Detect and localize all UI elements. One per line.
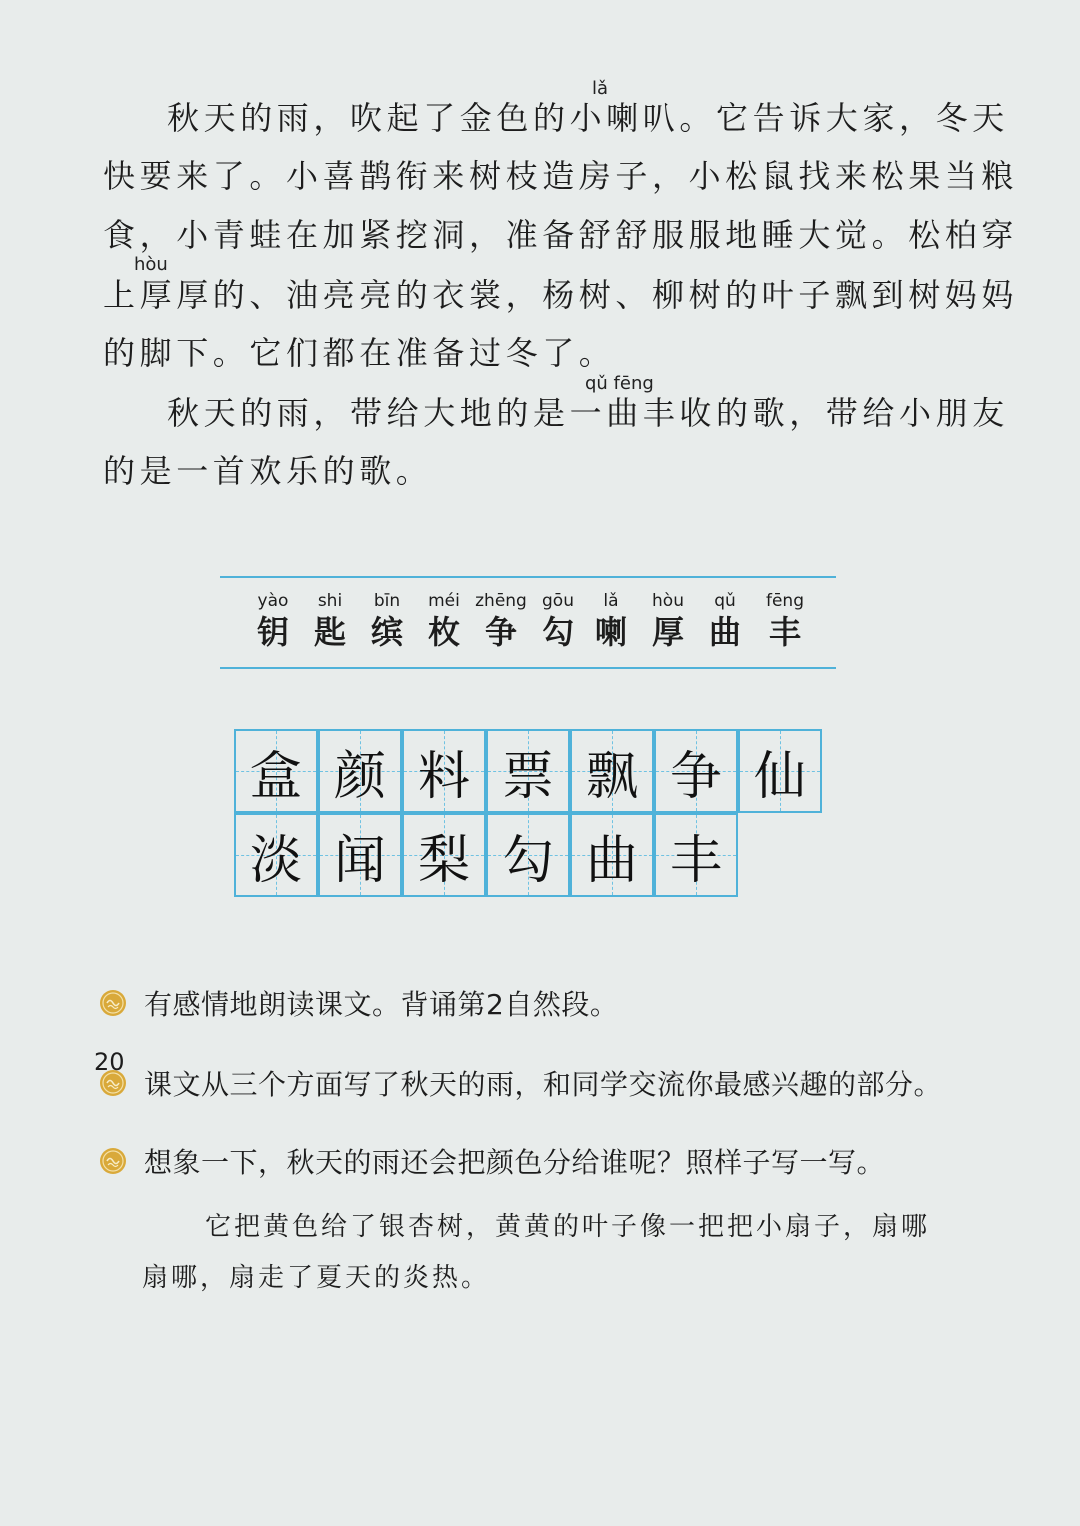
writing-grid-cell	[234, 813, 318, 897]
writing-character: 闻	[333, 830, 386, 891]
writing-grid-cell	[654, 729, 738, 813]
vocab-character: 枚	[427, 613, 460, 651]
writing-character: 梨	[417, 830, 470, 891]
vocab-character: 丰	[768, 613, 801, 651]
vocab-character: 匙	[313, 613, 346, 651]
exercise-item	[98, 1141, 885, 1181]
writing-character: 曲	[585, 830, 638, 891]
vocab-character: 喇	[594, 613, 627, 651]
page-number: 20	[94, 1048, 125, 1076]
writing-grid-cell	[234, 729, 318, 813]
vocab-pinyin: gōu	[542, 591, 574, 611]
writing-grid-cell	[318, 813, 402, 897]
vocab-character: 厚	[651, 613, 684, 651]
exercise-text: 课文从三个方面写了秋天的雨，和同学交流你最感兴趣的部分。	[144, 1068, 943, 1101]
writing-grid-cell	[402, 729, 486, 813]
vocab-item	[756, 590, 814, 652]
vocab-character: 争	[484, 613, 517, 651]
writing-character: 飘	[585, 746, 638, 807]
vocab-pinyin: fēng	[765, 591, 804, 611]
vocab-pinyin: hòu	[652, 591, 684, 611]
vocab-top-rule	[220, 576, 836, 578]
writing-character: 票	[501, 746, 554, 807]
paragraph-line: 的是一首欢乐的歌。	[103, 452, 433, 490]
vocab-pinyin: qǔ	[714, 591, 736, 611]
paragraph-line: 秋天的雨，吹起了金色的小喇叭。它告诉大家，冬天	[167, 99, 1009, 137]
writing-grid-cell	[486, 813, 570, 897]
writing-character: 争	[669, 746, 722, 807]
writing-grid-cell	[570, 729, 654, 813]
example-line: 扇哪，扇走了夏天的炎热。	[142, 1263, 491, 1293]
pinyin-annotation-la: lǎ	[592, 78, 609, 99]
pinyin-annotation-qufeng: qǔ fēng	[585, 373, 654, 394]
writing-character: 淡	[249, 830, 302, 891]
vocab-pinyin: yào	[257, 591, 289, 611]
exercise-text: 想象一下，秋天的雨还会把颜色分给谁呢？照样子写一写。	[144, 1146, 886, 1179]
writing-character: 丰	[669, 830, 722, 891]
paragraph-line: 的脚下。它们都在准备过冬了。	[103, 334, 616, 372]
vocab-pinyin: lǎ	[603, 591, 619, 611]
writing-grid-cell	[570, 813, 654, 897]
vocab-character: 缤	[370, 613, 403, 651]
vocab-character: 曲	[708, 613, 741, 651]
writing-grid-cell	[486, 729, 570, 813]
paragraph-line: 食，小青蛙在加紧挖洞，准备舒舒服服地睡大觉。松柏穿	[103, 216, 1019, 254]
vocab-pinyin: méi	[428, 591, 460, 611]
writing-grid-cell	[654, 813, 738, 897]
writing-character: 料	[417, 746, 470, 807]
paragraph-line: 上厚厚的、油亮亮的衣裳，杨树、柳树的叶子飘到树妈妈	[103, 276, 1019, 314]
exercise-text: 有感情地朗读课文。背诵第2自然段。	[144, 988, 619, 1021]
writing-grid-cell	[318, 729, 402, 813]
vocab-pinyin: shi	[317, 591, 343, 611]
exercise-item	[98, 983, 618, 1023]
swirl-bullet-icon	[98, 988, 128, 1018]
writing-grid-cell	[738, 729, 822, 813]
vocab-pinyin: bīn	[373, 591, 401, 611]
pinyin-annotation-hou: hòu	[134, 254, 168, 275]
exercise-item	[98, 1063, 942, 1103]
vocab-character: 勾	[541, 613, 574, 651]
paragraph-line: 快要来了。小喜鹊衔来树枝造房子，小松鼠找来松果当粮	[103, 157, 1019, 195]
writing-character: 仙	[753, 746, 806, 807]
vocab-character: 钥	[256, 613, 289, 651]
swirl-bullet-icon	[98, 1146, 128, 1176]
paragraph-line: 秋天的雨，带给大地的是一曲丰收的歌，带给小朋友	[167, 394, 1009, 432]
vocab-pinyin: zhēng	[475, 591, 527, 611]
writing-character: 勾	[501, 830, 554, 891]
writing-grid-cell	[402, 813, 486, 897]
vocab-bottom-rule	[220, 667, 836, 669]
example-line: 它把黄色给了银杏树，黄黄的叶子像一把把小扇子，扇哪	[205, 1212, 931, 1242]
writing-character: 颜	[333, 746, 386, 807]
writing-character: 盒	[249, 746, 302, 807]
